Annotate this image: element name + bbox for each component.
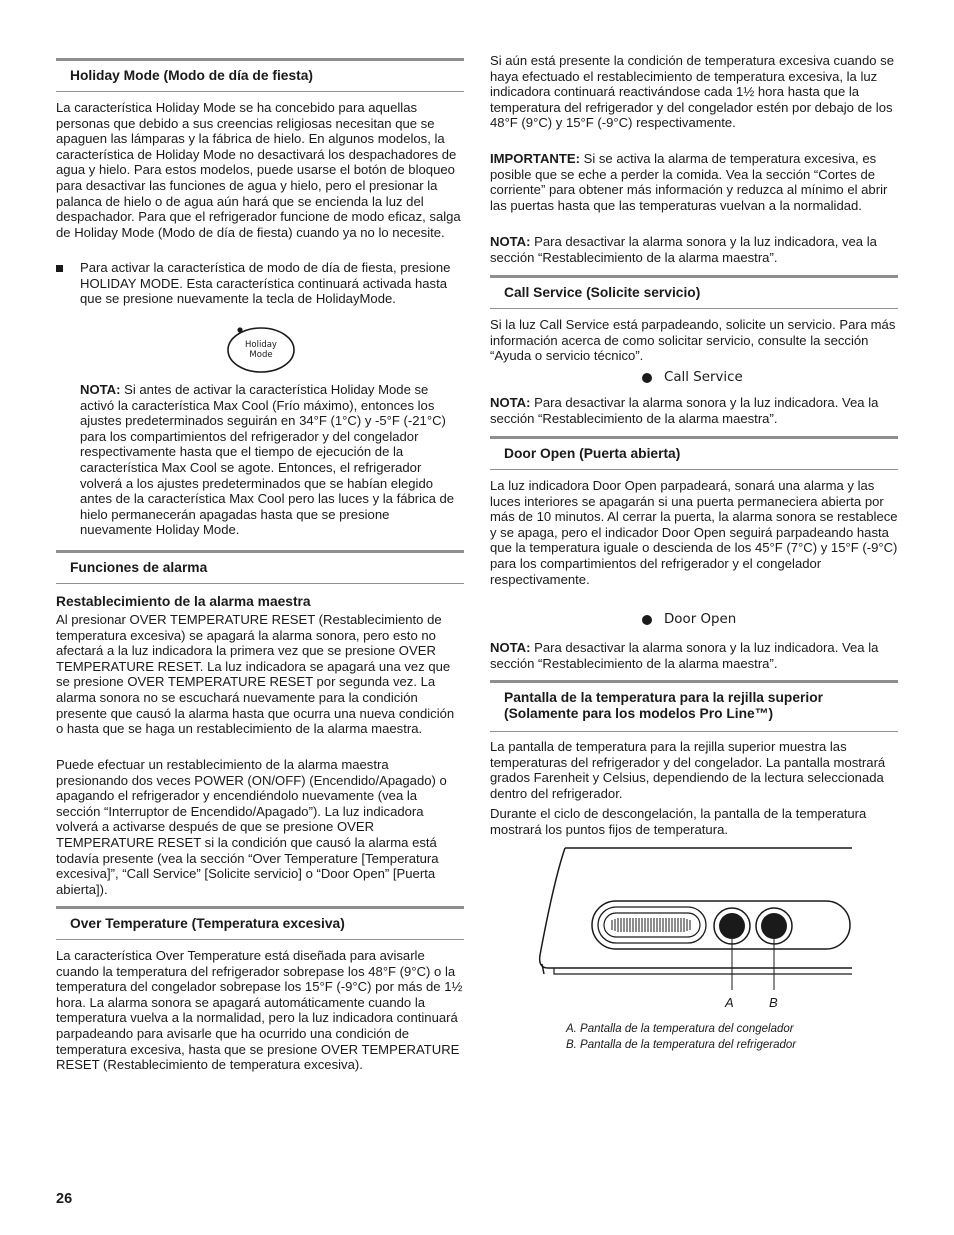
grille-display-para1: La pantalla de temperatura para la rejilla superior muestra las temperaturas del refrigerador y del congelador. La pantalla mostrará grados Farenheit y Celsius, dependiendo de la lectura seleccionada dentro del refrigerador.	[490, 739, 886, 801]
page-number: 26	[56, 1191, 73, 1207]
holiday-bullet-item	[56, 260, 464, 307]
master-reset-subheader: Restablecimiento de la alarma maestra	[56, 594, 311, 609]
label-b: B	[769, 995, 778, 1010]
grille-display-illustration	[530, 840, 860, 1015]
holiday-mode-title: Holiday Mode (Modo de día de fiesta)	[70, 68, 313, 83]
door-open-indicator-label: Door Open	[664, 612, 737, 627]
door-open-note	[490, 640, 898, 671]
call-service-note	[490, 395, 898, 426]
holiday-mode-intro: La característica Holiday Mode se ha concebido para aquellas personas que debido a sus creencias religiosas necesitan que se apaguen las lámparas y la fábrica de hielo. En algunos modelos, la característica de Holiday Mode no desactivará los despachadores de agua y hielo. Para estos modelos, puede usarse el botón de bloqueo para desactivar las funciones de agua y hielo, pero el presionar la palanca de hielo o de agua aún hará que se encienda la luz del despachador. Para que el refrigerador funcione de modo eficaz, salga de Holiday Mode (Modo de día de fiesta) cuando ya no lo necesite.	[56, 100, 461, 240]
alarm-functions-title: Funciones de alarma	[70, 560, 208, 575]
indicator-dot-icon	[642, 373, 652, 383]
nota1-para	[490, 234, 898, 265]
over-temperature-para: La característica Over Temperature está diseñada para avisarle cuando la temperatura del refrigerador sobrepase los 48°F (9°C) o la temperatura del congelador sobrepase los 15°F (-9°C) por más de 1½ hora. La alarma sonora se apagará automáticamente cuando la temperatura vuelva a la normalidad, pero la luz indicadora continuará parpadeando para avisarle que ha ocurrido una condición de temperatura excesiva, hasta que se presione OVER TEMPERATURE RESET (Restablecimiento de temperatura excesiva).	[56, 948, 463, 1073]
bullet-square-icon	[56, 265, 63, 272]
indicator-dot-icon	[642, 615, 652, 625]
note-label: NOTA:	[490, 234, 531, 249]
note-text: Para desactivar la alarma sonora y la luz indicadora, vea la sección “Restablecimiento de la alarma maestra”.	[490, 234, 877, 265]
grille-display-para2: Durante el ciclo de descongelación, la pantalla de la temperatura mostrará los puntos fijos de temperatura.	[490, 806, 867, 837]
label-a: A	[725, 995, 734, 1010]
holiday-mode-button-label: Holiday Mode	[245, 340, 277, 360]
call-service-para: Si la luz Call Service está parpadeando, solicite un servicio. Para más información acerca de como solicitar servicio, consulte la sección “Ayuda o servicio técnico”.	[490, 317, 896, 364]
caption-b: B. Pantalla de la temperatura del refrigerador	[566, 1038, 797, 1051]
master-reset-para2: Puede efectuar un restablecimiento de la alarma maestra presionando dos veces POWER (ON/OFF) (Encendido/Apagado) o apagando el refrigerador y encendiéndolo nuevamente (vea la sección “Interruptor de Encendido/Apagado”). La luz indicadora volverá a activarse después de que se presione OVER TEMPERATURE RESET si la condición que causó la alarma está todavía presente (vea la sección “Over Temperature [Temperatura excesiva]”, “Call Service” [Solicite servicio] o “Door Open” [Puerta abierta]).	[56, 757, 447, 897]
note-label: NOTA:	[490, 640, 531, 655]
over-temperature-header	[56, 906, 464, 940]
door-open-title: Door Open (Puerta abierta)	[504, 446, 681, 461]
grille-display-title-line2: (Solamente para los modelos Pro Line™)	[504, 706, 774, 721]
grille-display-title-line1: Pantalla de la temperatura para la rejilla superior	[504, 690, 823, 705]
note-text: Si antes de activar la característica Holiday Mode se activó la característica Max Cool (Frío máximo), entonces los ajustes predeterminados seguirán en 34°F (1°C) y -5°F (-21°C) para los compartimientos del refrigerador y del congelador respectivamente hasta que el tiempo de ejecución de la característica Max Cool se agote. Entonces, el refrigerador volverá a los ajustes predeterminados que se habían elegido antes de la característica Max Cool pero las luces y la fábrica de hielo permanecerán apagadas hasta que se presione nuevamente Holiday Mode.	[80, 382, 455, 538]
master-reset-para1: Al presionar OVER TEMPERATURE RESET (Restablecimiento de temperatura excesiva) se apagará la alarma sonora, pero esto no afectará a la luz indicadora la primera vez que se presione OVER TEMPERATURE RESET. La luz indicadora se apagará una vez que se presione OVER TEMPERATURE RESET por segunda vez. La alarma sonora no se escuchará nuevamente para la condición presente que causó la alarma hasta que ocurra una nueva condición o hasta que se haga un restablecimiento de la alarma maestra.	[56, 612, 455, 737]
door-open-para: La luz indicadora Door Open parpadeará, sonará una alarma y las luces interiores se apagarán si una puerta permaneciera abierta por más de 10 minutos. Al cerrar la puerta, la alarma sonora se restablece y se apaga, pero el indicador Door Open seguirá parpadeando hasta que la temperatura iguale o descienda de los 45°F (7°C) y 15°F (-9°C) para los compartimientos del refrigerador y el congelador respectivamente.	[490, 478, 898, 587]
note-label: NOTA:	[490, 395, 531, 410]
alarm-functions-header	[56, 550, 464, 584]
call-service-indicator	[642, 370, 743, 385]
call-service-title: Call Service (Solicite servicio)	[504, 285, 701, 300]
door-open-header	[490, 436, 898, 470]
door-open-indicator	[642, 612, 736, 627]
holiday-mode-header	[56, 58, 464, 92]
holiday-note	[80, 382, 464, 538]
holiday-bullet-text: Para activar la característica de modo de día de fiesta, presione HOLIDAY MODE. Esta característica continuará activada hasta que se presione nuevamente la tecla de HolidayMode.	[80, 260, 451, 307]
important-para	[490, 151, 898, 213]
call-service-header	[490, 275, 898, 309]
caption-a: A. Pantalla de la temperatura del congelador	[566, 1023, 794, 1035]
important-label: IMPORTANTE:	[490, 151, 580, 166]
note-text: Para desactivar la alarma sonora y la luz indicadora. Vea la sección “Restablecimiento de la alarma maestra”.	[490, 640, 879, 671]
holiday-mode-button-graphic	[226, 326, 296, 379]
note-text: Para desactivar la alarma sonora y la luz indicadora. Vea la sección “Restablecimiento de la alarma maestra”.	[490, 395, 879, 426]
important-text: Si se activa la alarma de temperatura excesiva, es posible que se eche a perder la comida. Vea la sección “Cortes de corriente” para obtener más información y reduzca al mínimo el abrir las puertas hasta que las temperaturas vuelvan a la normalidad.	[490, 151, 888, 213]
note-label: NOTA:	[80, 382, 121, 397]
call-service-indicator-label: Call Service	[664, 370, 743, 385]
grille-display-header	[490, 680, 898, 732]
continued-para: Si aún está presente la condición de temperatura excesiva cuando se haya efectuado el restablecimiento de temperatura excesiva, la luz indicadora continuará reactivándose cada 1½ hora hasta que la temperatura del refrigerador y del congelador estén por debajo de los 48°F (9°C) y 15°F (-9°C) respectivamente.	[490, 53, 894, 131]
figure-caption	[566, 1022, 796, 1053]
over-temperature-title: Over Temperature (Temperatura excesiva)	[70, 916, 345, 931]
